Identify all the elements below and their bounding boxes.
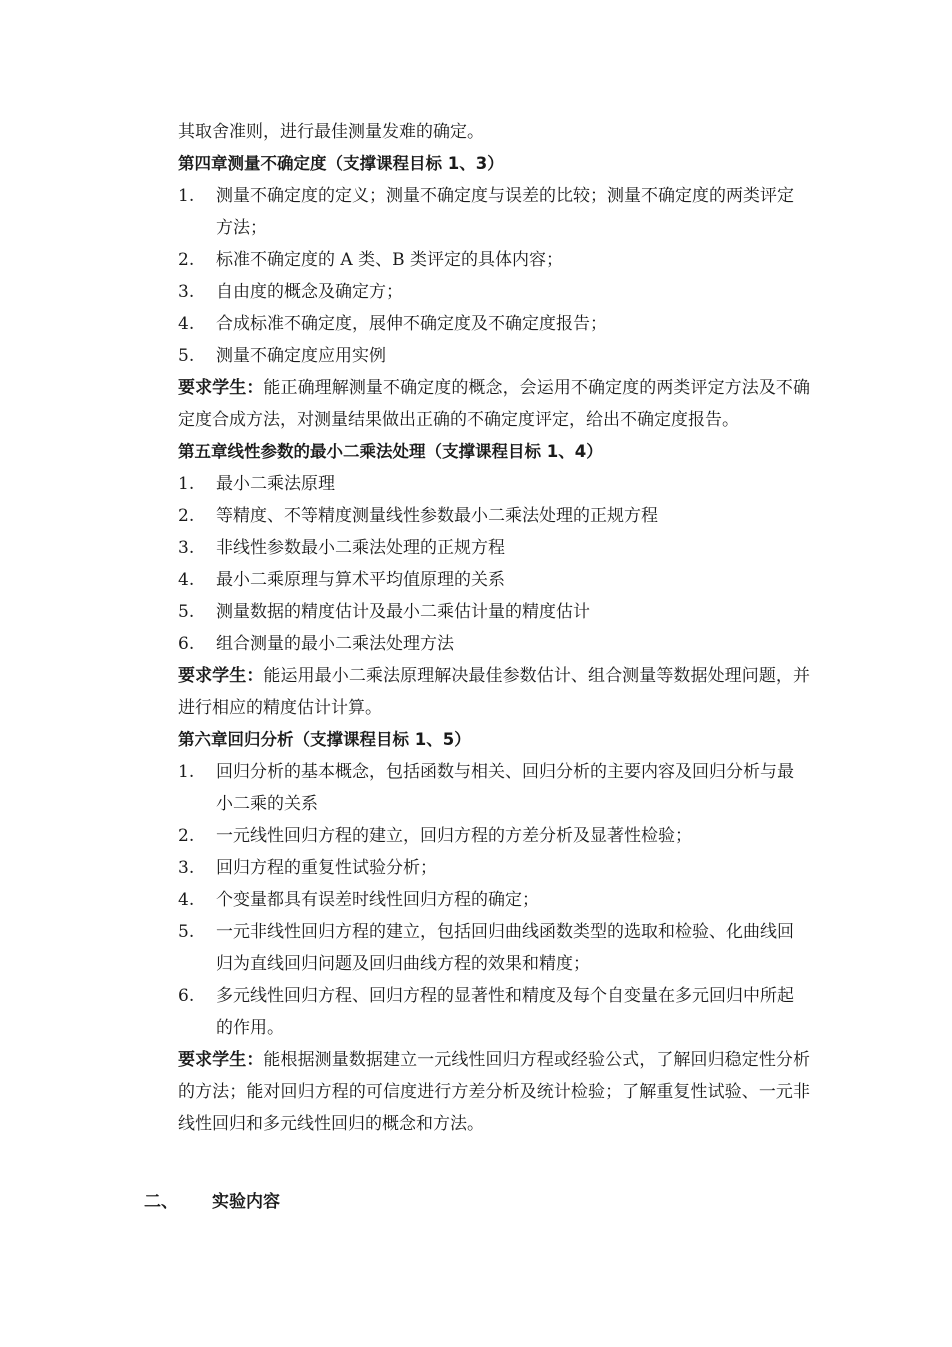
chapter6-title: 第六章回归分析（支撑课程目标 1、5） bbox=[178, 730, 471, 749]
item-text: 等精度、不等精度测量线性参数最小二乘法处理的正规方程 bbox=[216, 506, 658, 526]
chapter5-requirement bbox=[178, 660, 810, 724]
section-title: 实验内容 bbox=[212, 1192, 280, 1212]
requirement-lead: 要求学生： bbox=[178, 666, 264, 686]
list-item bbox=[178, 308, 810, 340]
item-number: 3. bbox=[178, 538, 195, 558]
item-number: 2. bbox=[178, 506, 195, 526]
item-number: 1. bbox=[178, 762, 195, 782]
item-number: 5. bbox=[178, 602, 195, 622]
item-number: 2. bbox=[178, 250, 195, 270]
item-number: 3. bbox=[178, 858, 195, 878]
requirement-text: 能正确理解测量不确定度的概念，会运用不确定度的两类评定方法及不确定度合成方法，对测量结果做出正确的不确定度评定，给出不确定度报告。 bbox=[178, 378, 811, 430]
section-heading bbox=[144, 1186, 280, 1218]
item-number: 5. bbox=[178, 922, 195, 942]
item-number: 4. bbox=[178, 570, 195, 590]
item-number: 2. bbox=[178, 826, 195, 846]
item-number: 3. bbox=[178, 282, 195, 302]
item-number: 1. bbox=[178, 474, 195, 494]
requirement-text: 能运用最小二乘法原理解决最佳参数估计、组合测量等数据处理问题，并进行相应的精度估计计算。 bbox=[178, 666, 811, 718]
item-text: 非线性参数最小二乘法处理的正规方程 bbox=[216, 538, 505, 558]
item-number: 6. bbox=[178, 634, 195, 654]
list-item bbox=[178, 596, 810, 628]
list-item bbox=[178, 500, 810, 532]
chapter6-list bbox=[178, 756, 810, 1044]
item-text: 自由度的概念及确定方； bbox=[216, 282, 403, 302]
item-number: 1. bbox=[178, 186, 195, 206]
item-number: 5. bbox=[178, 346, 195, 366]
item-text: 最小二乘原理与算术平均值原理的关系 bbox=[216, 570, 505, 590]
item-text: 测量不确定度应用实例 bbox=[216, 346, 386, 366]
list-item bbox=[178, 980, 810, 1044]
item-text: 标准不确定度的 A 类、B 类评定的具体内容； bbox=[216, 250, 563, 270]
item-text: 一元非线性回归方程的建立，包括回归曲线函数类型的选取和检验、化曲线回归为直线回归问题及回归曲线方程的效果和精度； bbox=[216, 922, 794, 974]
list-item bbox=[178, 820, 810, 852]
item-text: 最小二乘法原理 bbox=[216, 474, 335, 494]
item-text: 组合测量的最小二乘法处理方法 bbox=[216, 634, 454, 654]
chapter5-list bbox=[178, 468, 810, 660]
requirement-lead: 要求学生： bbox=[178, 1050, 264, 1070]
requirement-lead: 要求学生： bbox=[178, 378, 264, 398]
item-text: 多元线性回归方程、回归方程的显著性和精度及每个自变量在多元回归中所起的作用。 bbox=[216, 986, 794, 1038]
list-item bbox=[178, 180, 810, 244]
page-content bbox=[178, 116, 810, 1140]
item-number: 6. bbox=[178, 986, 195, 1006]
item-text: 回归分析的基本概念，包括函数与相关、回归分析的主要内容及回归分析与最小二乘的关系 bbox=[216, 762, 794, 814]
list-item bbox=[178, 276, 810, 308]
item-text: 合成标准不确定度，展伸不确定度及不确定度报告； bbox=[216, 314, 607, 334]
list-item bbox=[178, 468, 810, 500]
list-item bbox=[178, 532, 810, 564]
item-number: 4. bbox=[178, 314, 195, 334]
requirement-text: 能根据测量数据建立一元线性回归方程或经验公式，了解回归稳定性分析的方法；能对回归方程的可信度进行方差分析及统计检验；了解重复性试验、一元非线性回归和多元线性回归的概念和方法。 bbox=[178, 1050, 811, 1134]
intro-line: 其取舍准则，进行最佳测量发难的确定。 bbox=[178, 122, 484, 142]
chapter4-list bbox=[178, 180, 810, 372]
item-text: 回归方程的重复性试验分析； bbox=[216, 858, 437, 878]
item-text: 测量数据的精度估计及最小二乘估计量的精度估计 bbox=[216, 602, 590, 622]
list-item bbox=[178, 852, 810, 884]
chapter4-title: 第四章测量不确定度（支撑课程目标 1、3） bbox=[178, 154, 504, 173]
list-item bbox=[178, 564, 810, 596]
item-text: 测量不确定度的定义；测量不确定度与误差的比较；测量不确定度的两类评定方法； bbox=[216, 186, 794, 238]
list-item bbox=[178, 884, 810, 916]
chapter6-requirement bbox=[178, 1044, 810, 1140]
list-item bbox=[178, 756, 810, 820]
list-item bbox=[178, 340, 810, 372]
list-item bbox=[178, 628, 810, 660]
chapter4-requirement bbox=[178, 372, 810, 436]
item-text: 一元线性回归方程的建立，回归方程的方差分析及显著性检验； bbox=[216, 826, 692, 846]
item-text: 个变量都具有误差时线性回归方程的确定； bbox=[216, 890, 539, 910]
list-item bbox=[178, 916, 810, 980]
chapter5-title: 第五章线性参数的最小二乘法处理（支撑课程目标 1、4） bbox=[178, 442, 603, 461]
section-number: 二、 bbox=[144, 1192, 178, 1212]
list-item bbox=[178, 244, 810, 276]
item-number: 4. bbox=[178, 890, 195, 910]
